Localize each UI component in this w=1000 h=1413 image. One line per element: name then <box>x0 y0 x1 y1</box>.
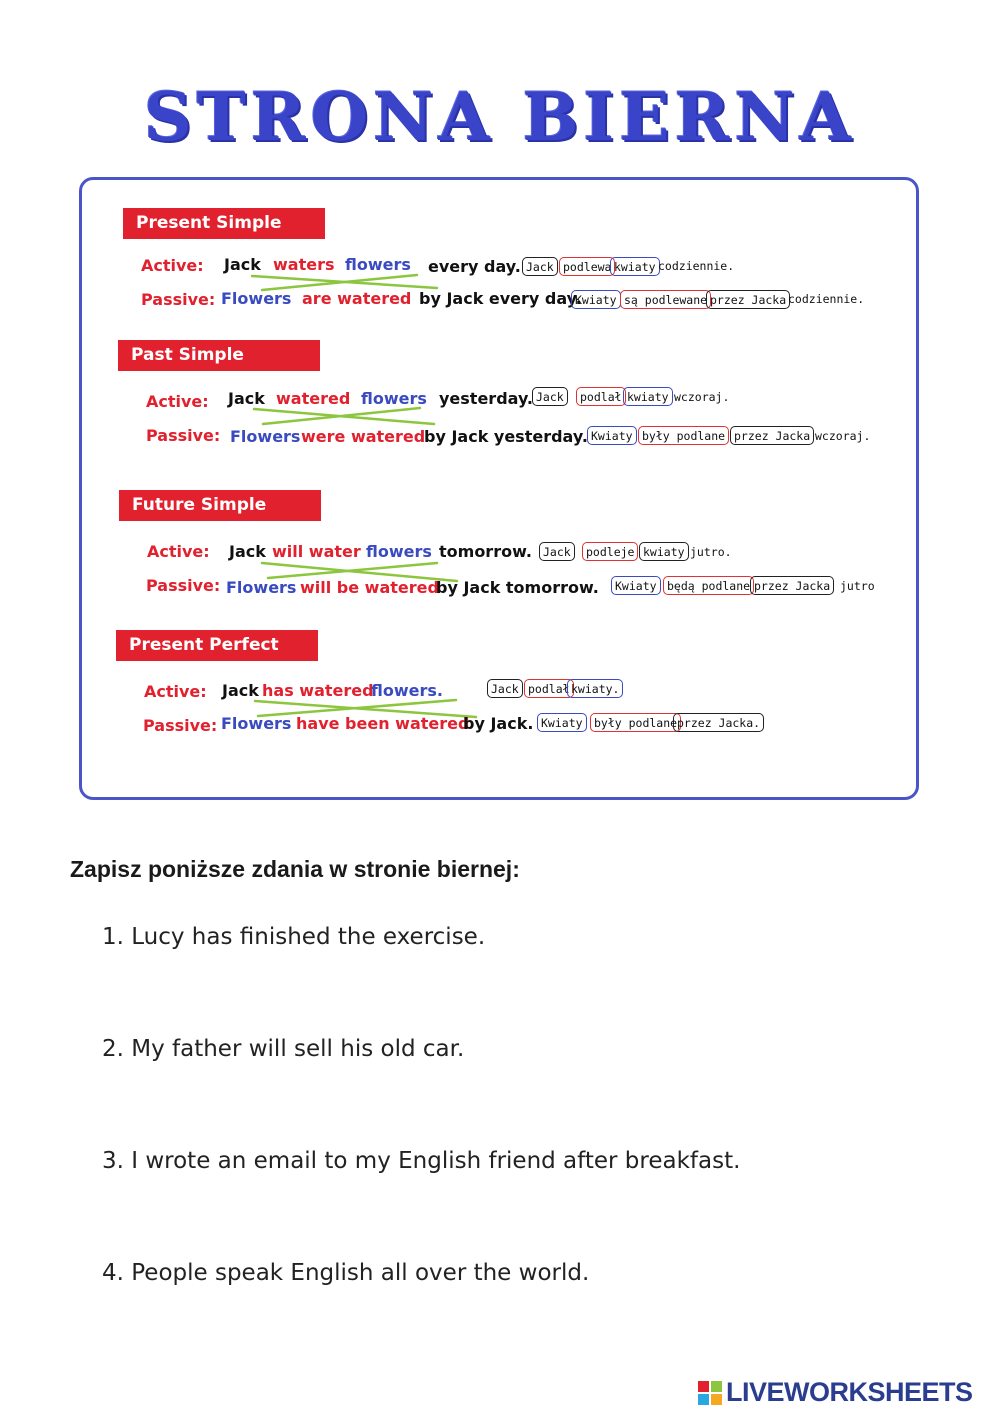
pl-box-object: kwiaty <box>623 387 673 406</box>
active-object: flowers <box>366 542 432 561</box>
passive-label: Passive: <box>146 426 221 445</box>
pl-box-agent: przez Jacka. <box>673 713 764 732</box>
page-title: STRONA BIERNA <box>144 78 856 156</box>
active-subject: Jack <box>228 389 265 408</box>
active-object: flowers <box>345 255 411 274</box>
pl-box-agent: przez Jacka <box>730 426 814 445</box>
active-rest: yesterday. <box>439 389 533 408</box>
passive-verb: were watered <box>301 427 426 446</box>
passive-rest: by Jack yesterday. <box>424 427 588 446</box>
active-verb: watered <box>276 389 351 408</box>
logo-text: LIVEWORKSHEETS <box>726 1377 973 1407</box>
pl-box-verb: podleje <box>582 542 638 561</box>
passive-verb: will be watered <box>300 578 439 597</box>
active-label: Active: <box>146 392 209 411</box>
pl-box-verb: podlewa <box>559 257 615 276</box>
pl-rest: wczoraj. <box>815 429 871 443</box>
pl-box-subject: Jack <box>539 542 575 561</box>
exercise-instruction: Zapisz poniższe zdania w stronie biernej: <box>70 856 520 882</box>
active-subject: Jack <box>224 255 261 274</box>
pl-rest: codziennie. <box>788 292 865 306</box>
active-subject: Jack <box>222 681 259 700</box>
pl-box-subject: Kwiaty <box>611 576 661 595</box>
exercise-sentence-4: 4. People speak English all over the world. <box>102 1260 590 1286</box>
active-subject: Jack <box>229 542 266 561</box>
pl-box-verb: były podlane <box>638 426 729 445</box>
passive-rest: by Jack every day. <box>419 289 582 308</box>
passive-subject: Flowers <box>221 289 292 308</box>
active-rest: every day. <box>428 257 521 276</box>
pl-rest: wczoraj. <box>674 390 730 404</box>
pl-box-object: kwiaty. <box>567 679 623 698</box>
active-verb: has watered <box>262 681 374 700</box>
pl-box-subject: Jack <box>487 679 523 698</box>
pl-rest: jutro <box>840 579 875 593</box>
active-object: flowers. <box>371 681 443 700</box>
passive-verb: are watered <box>302 289 412 308</box>
pl-box-subject: Kwiaty <box>587 426 637 445</box>
active-label: Active: <box>141 256 204 275</box>
active-verb: will water <box>272 542 361 561</box>
section-header-present-perfect: Present Perfect <box>116 630 318 661</box>
pl-box-subject: Jack <box>532 387 568 406</box>
passive-rest: by Jack tomorrow. <box>436 578 599 597</box>
passive-label: Passive: <box>141 290 216 309</box>
passive-label: Passive: <box>143 716 218 735</box>
passive-subject: Flowers <box>221 714 292 733</box>
pl-box-verb: są podlewane <box>620 290 711 309</box>
pl-box-verb: będą podlane <box>663 576 754 595</box>
section-header-past-simple: Past Simple <box>118 340 320 371</box>
active-object: flowers <box>361 389 427 408</box>
pl-box-subject: Kwiaty <box>571 290 621 309</box>
active-rest: tomorrow. <box>439 542 532 561</box>
passive-subject: Flowers <box>230 427 301 446</box>
pl-rest: codziennie. <box>658 259 735 273</box>
active-verb: waters <box>273 255 335 274</box>
pl-box-subject: Kwiaty <box>537 713 587 732</box>
pl-box-verb: były podlane <box>590 713 681 732</box>
active-label: Active: <box>147 542 210 561</box>
pl-box-verb: podlał <box>524 679 574 698</box>
pl-box-agent: przez Jacka <box>706 290 790 309</box>
exercise-sentence-3: 3. I wrote an email to my English friend after breakfast. <box>102 1148 741 1174</box>
passive-subject: Flowers <box>226 578 297 597</box>
pl-rest: jutro. <box>690 545 732 559</box>
section-header-present-simple: Present Simple <box>123 208 325 239</box>
section-header-future-simple: Future Simple <box>119 490 321 521</box>
pl-box-subject: Jack <box>522 257 558 276</box>
passive-verb: have been watered <box>296 714 470 733</box>
active-label: Active: <box>144 682 207 701</box>
passive-rest: by Jack. <box>463 714 534 733</box>
pl-box-verb: podlał <box>576 387 626 406</box>
pl-box-agent: przez Jacka <box>750 576 834 595</box>
liveworksheets-logo-icon <box>698 1381 722 1405</box>
pl-box-object: kwiaty <box>610 257 660 276</box>
exercise-sentence-2: 2. My father will sell his old car. <box>102 1036 465 1062</box>
passive-label: Passive: <box>146 576 221 595</box>
exercise-sentence-1: 1. Lucy has finished the exercise. <box>102 924 486 950</box>
pl-box-object: kwiaty <box>639 542 689 561</box>
